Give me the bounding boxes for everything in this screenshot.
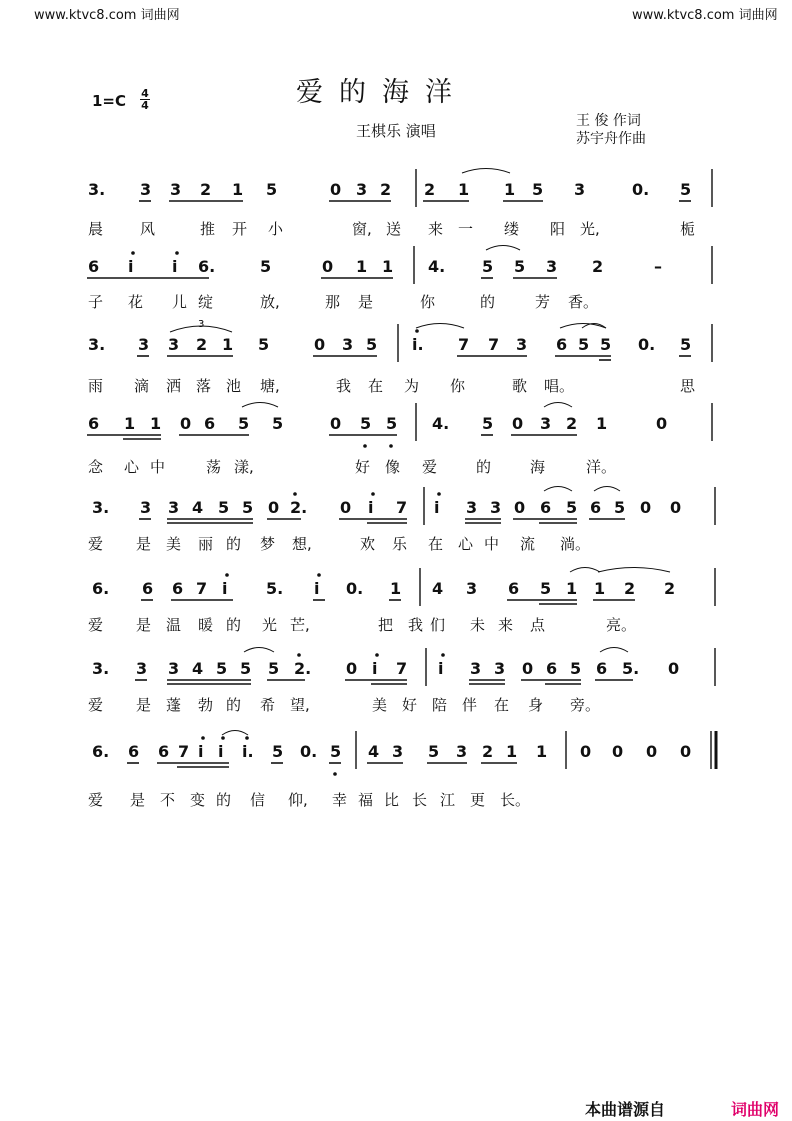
lyric-syllable: 洒 xyxy=(166,377,182,395)
lyric-syllable: 我 xyxy=(336,377,352,395)
jianpu-note: 1 xyxy=(536,742,548,761)
lyric-syllable: 梦 xyxy=(260,535,276,553)
lyric-syllable: 光 xyxy=(262,616,278,634)
jianpu-note: 6 xyxy=(142,579,154,598)
lyric-syllable: 滴 xyxy=(134,377,150,395)
lyric-syllable: 洋。 xyxy=(586,458,617,476)
jianpu-note: 0 xyxy=(512,414,524,433)
octave-dot-high xyxy=(201,736,205,740)
jianpu-note: 7 xyxy=(396,659,408,678)
footer-site-name: 词曲网 xyxy=(731,1100,780,1119)
lyric-syllable: 池 xyxy=(226,377,242,395)
jianpu-note: 3 xyxy=(540,414,552,433)
jianpu-note: 5 xyxy=(514,257,526,276)
jianpu-note: 6 xyxy=(508,579,520,598)
jianpu-note: 0 xyxy=(580,742,592,761)
jianpu-note: 6. xyxy=(198,257,216,276)
jianpu-note: 0 xyxy=(322,257,334,276)
lyric-syllable: 花 xyxy=(128,293,144,311)
lyric-syllable: 光, xyxy=(580,220,600,238)
lyric-syllable: 为 xyxy=(404,377,420,395)
lyric-syllable: 中 xyxy=(150,458,166,476)
jianpu-note: 1 xyxy=(594,579,606,598)
lyric-syllable: 唱。 xyxy=(544,377,575,395)
lyric-syllable: 比 xyxy=(384,791,400,809)
lyric-syllable: 雨 xyxy=(88,377,104,395)
jianpu-note: 5 xyxy=(578,335,590,354)
jianpu-note: 2. xyxy=(290,498,308,517)
octave-dot-high xyxy=(441,653,445,657)
jianpu-note: 6 xyxy=(556,335,568,354)
lyric-syllable: 未 xyxy=(470,616,486,634)
jianpu-note: 0 xyxy=(656,414,668,433)
lyric-syllable: 好 xyxy=(355,458,371,476)
jianpu-note: 7 xyxy=(196,579,208,598)
jianpu-note: 5 xyxy=(360,414,372,433)
lyric-syllable: 落 xyxy=(196,377,212,395)
jianpu-note: 5 xyxy=(238,414,250,433)
lyric-syllable: 来 xyxy=(498,616,514,634)
jianpu-note: 0 xyxy=(612,742,624,761)
lyric-syllable: 点 xyxy=(530,616,546,634)
lyric-syllable: 不 xyxy=(160,791,176,809)
watermark-left: www.ktvc8.com 词曲网 xyxy=(34,8,180,23)
jianpu-note: 7 xyxy=(488,335,500,354)
jianpu-note: 1 xyxy=(124,414,136,433)
octave-dot-high xyxy=(293,492,297,496)
slur-arc xyxy=(544,487,572,492)
slur-arc xyxy=(544,403,572,408)
lyric-syllable: 像 xyxy=(385,458,401,476)
jianpu-note: 6. xyxy=(92,579,110,598)
jianpu-note: 4 xyxy=(192,498,204,517)
lyricist-credit: 王 俊 作词 xyxy=(576,113,641,129)
octave-dot-high xyxy=(297,653,301,657)
jianpu-note: 1 xyxy=(222,335,234,354)
jianpu-note: 4 xyxy=(192,659,204,678)
jianpu-note: i xyxy=(314,579,320,598)
triplet-mark: 3 xyxy=(198,319,205,330)
lyric-syllable: 美 xyxy=(372,696,388,714)
lyric-syllable: 心 xyxy=(124,458,140,476)
lyric-syllable: 开 xyxy=(232,220,248,238)
jianpu-note: i. xyxy=(412,335,424,354)
jianpu-note: 0 xyxy=(268,498,280,517)
lyric-syllable: 是 xyxy=(136,616,152,634)
lyric-syllable: 你 xyxy=(450,377,466,395)
lyric-syllable: 推 xyxy=(200,220,216,238)
lyric-syllable: 在 xyxy=(368,377,384,395)
jianpu-note: 0 xyxy=(330,414,342,433)
lyric-syllable: 好 xyxy=(402,696,418,714)
lyric-syllable: 窗, xyxy=(352,220,372,238)
lyric-syllable: 思 xyxy=(680,377,696,395)
jianpu-note: 5 xyxy=(366,335,378,354)
jianpu-note: 2 xyxy=(664,579,676,598)
jianpu-note: 1 xyxy=(150,414,162,433)
jianpu-note: 1 xyxy=(382,257,394,276)
jianpu-note: 1 xyxy=(356,257,368,276)
lyric-syllable: 中 xyxy=(484,535,500,553)
jianpu-note: 3 xyxy=(546,257,558,276)
jianpu-note: i xyxy=(198,742,204,761)
composer-credit: 苏宇舟作曲 xyxy=(576,131,646,147)
octave-dot-low xyxy=(333,772,337,776)
lyric-syllable: 的 xyxy=(216,791,232,809)
lyric-syllable: 信 xyxy=(250,791,266,809)
lyric-syllable: 你 xyxy=(420,293,436,311)
jianpu-note: 0 xyxy=(668,659,680,678)
octave-dot-high xyxy=(437,492,441,496)
jianpu-note: 6 xyxy=(88,414,100,433)
lyric-syllable: 海 xyxy=(530,458,546,476)
slur-arc xyxy=(244,648,274,653)
jianpu-note: 2 xyxy=(482,742,494,761)
lyric-syllable: 淌。 xyxy=(560,535,591,553)
jianpu-note: 5 xyxy=(600,335,612,354)
jianpu-note: 0 xyxy=(646,742,658,761)
jianpu-note: 0 xyxy=(514,498,526,517)
jianpu-note: 5 xyxy=(386,414,398,433)
jianpu-note: 1 xyxy=(596,414,608,433)
lyric-syllable: 在 xyxy=(428,535,444,553)
jianpu-note: 7 xyxy=(396,498,408,517)
jianpu-note: 3 xyxy=(342,335,354,354)
jianpu-note: 3 xyxy=(392,742,404,761)
lyric-syllable: 旁。 xyxy=(570,696,601,714)
octave-dot-high xyxy=(375,653,379,657)
lyric-syllable: 在 xyxy=(494,696,510,714)
jianpu-note: 0 xyxy=(330,180,342,199)
lyric-syllable: 的 xyxy=(480,293,496,311)
lyric-syllable: 长 xyxy=(412,791,428,809)
lyric-syllable: 亮。 xyxy=(606,616,637,634)
jianpu-note: 3 xyxy=(574,180,586,199)
octave-dot-high xyxy=(131,251,135,255)
jianpu-note: 0 xyxy=(670,498,682,517)
lyric-syllable: 更 xyxy=(470,791,486,809)
jianpu-note: 5. xyxy=(266,579,284,598)
time-signature-bottom: 4 xyxy=(141,99,149,112)
lyric-syllable: 爱 xyxy=(88,791,104,809)
jianpu-note: 0 xyxy=(346,659,358,678)
lyric-syllable: 我 xyxy=(408,616,424,634)
jianpu-note: 5 xyxy=(570,659,582,678)
jianpu-note: 5 xyxy=(330,742,342,761)
jianpu-note: 3 xyxy=(516,335,528,354)
lyric-syllable: 是 xyxy=(136,535,152,553)
jianpu-note: 3. xyxy=(88,335,106,354)
jianpu-note: – xyxy=(654,257,662,276)
jianpu-note: 5 xyxy=(216,659,228,678)
jianpu-note: i xyxy=(222,579,228,598)
jianpu-note: i xyxy=(128,257,134,276)
lyric-syllable: 们 xyxy=(430,616,446,634)
lyric-syllable: 的 xyxy=(226,535,242,553)
jianpu-note: 1 xyxy=(506,742,518,761)
performer: 王棋乐 演唱 xyxy=(356,122,436,140)
jianpu-note: 2 xyxy=(200,180,212,199)
jianpu-note: 3. xyxy=(92,659,110,678)
jianpu-note: 5 xyxy=(242,498,254,517)
slur-arc xyxy=(416,324,464,329)
octave-dot-low xyxy=(363,444,367,448)
jianpu-note: 7 xyxy=(458,335,470,354)
jianpu-note: 3. xyxy=(88,180,106,199)
jianpu-note: i xyxy=(172,257,178,276)
jianpu-note: 3. xyxy=(92,498,110,517)
jianpu-note: 6 xyxy=(546,659,558,678)
jianpu-note: 0 xyxy=(680,742,692,761)
jianpu-note: 3 xyxy=(470,659,482,678)
jianpu-note: 4. xyxy=(428,257,446,276)
octave-dot-high xyxy=(245,736,249,740)
jianpu-note: 1 xyxy=(566,579,578,598)
jianpu-note: 0. xyxy=(346,579,364,598)
lyric-syllable: 蓬 xyxy=(166,696,182,714)
lyric-syllable: 香。 xyxy=(568,293,599,311)
jianpu-note: 5 xyxy=(680,335,692,354)
jianpu-note: 1 xyxy=(390,579,402,598)
jianpu-note: 5 xyxy=(540,579,552,598)
jianpu-note: 4 xyxy=(432,579,444,598)
lyric-syllable: 把 xyxy=(378,616,394,634)
jianpu-note: 3 xyxy=(140,498,152,517)
lyric-syllable: 江 xyxy=(440,791,456,809)
slur-arc xyxy=(242,403,278,408)
jianpu-note: 6 xyxy=(590,498,602,517)
jianpu-note: 2 xyxy=(566,414,578,433)
jianpu-note: 5 xyxy=(268,659,280,678)
lyric-syllable: 风 xyxy=(140,220,156,238)
lyric-syllable: 爱 xyxy=(422,458,438,476)
jianpu-note: 6 xyxy=(540,498,552,517)
octave-dot-high xyxy=(221,736,225,740)
lyric-syllable: 儿 xyxy=(172,293,188,311)
jianpu-note: 2 xyxy=(624,579,636,598)
jianpu-note: 5 xyxy=(272,414,284,433)
lyric-syllable: 是 xyxy=(130,791,146,809)
slur-arc xyxy=(486,246,520,251)
jianpu-note: 1 xyxy=(458,180,470,199)
jianpu-note: i xyxy=(438,659,444,678)
lyric-syllable: 欢 xyxy=(360,535,376,553)
lyric-syllable: 的 xyxy=(226,696,242,714)
jianpu-note: 6 xyxy=(88,257,100,276)
jianpu-note: 4 xyxy=(368,742,380,761)
lyric-syllable: 芒, xyxy=(290,616,310,634)
song-title: 爱的海洋 xyxy=(296,77,468,108)
jianpu-note: i xyxy=(368,498,374,517)
lyric-syllable: 荡 xyxy=(206,458,222,476)
watermark-right: www.ktvc8.com 词曲网 xyxy=(632,8,778,23)
jianpu-note: 3 xyxy=(494,659,506,678)
jianpu-note: 5 xyxy=(482,414,494,433)
jianpu-note: 5 xyxy=(532,180,544,199)
jianpu-note: 2 xyxy=(592,257,604,276)
key-signature: 1=C xyxy=(92,92,127,110)
lyric-syllable: 一 xyxy=(458,220,474,238)
jianpu-note: 5 xyxy=(428,742,440,761)
jianpu-note: 0 xyxy=(314,335,326,354)
jianpu-note: 4. xyxy=(432,414,450,433)
jianpu-note: 6 xyxy=(172,579,184,598)
lyric-syllable: 的 xyxy=(476,458,492,476)
jianpu-note: 6 xyxy=(158,742,170,761)
jianpu-note: 0 xyxy=(640,498,652,517)
lyric-syllable: 幸 xyxy=(332,791,348,809)
lyric-syllable: 放, xyxy=(260,293,280,311)
lyric-syllable: 长。 xyxy=(500,791,531,809)
lyric-syllable: 美 xyxy=(166,535,182,553)
lyric-syllable: 福 xyxy=(358,791,374,809)
jianpu-note: 0. xyxy=(632,180,650,199)
slur-arc xyxy=(570,568,600,573)
lyric-syllable: 想, xyxy=(292,535,312,553)
lyric-syllable: 歌 xyxy=(512,377,528,395)
jianpu-note: 0 xyxy=(522,659,534,678)
octave-dot-low xyxy=(389,444,393,448)
jianpu-note: 5 xyxy=(614,498,626,517)
lyric-syllable: 勃 xyxy=(198,696,214,714)
jianpu-note: 5 xyxy=(260,257,272,276)
lyric-syllable: 伴 xyxy=(462,696,478,714)
lyric-syllable: 爱 xyxy=(88,535,104,553)
jianpu-note: 3 xyxy=(138,335,150,354)
lyric-syllable: 仰, xyxy=(288,791,308,809)
lyric-syllable: 身 xyxy=(528,696,544,714)
lyric-syllable: 温 xyxy=(166,616,182,634)
lyric-syllable: 的 xyxy=(226,616,242,634)
slur-arc xyxy=(598,568,670,573)
jianpu-note: 6 xyxy=(204,414,216,433)
jianpu-note: 6 xyxy=(596,659,608,678)
lyric-syllable: 送 xyxy=(386,220,402,238)
time-signature-top: 4 xyxy=(141,87,149,100)
jianpu-note: 3 xyxy=(168,335,180,354)
lyric-syllable: 暖 xyxy=(198,616,214,634)
octave-dot-high xyxy=(317,573,321,577)
jianpu-note: 7 xyxy=(178,742,190,761)
lyric-syllable: 子 xyxy=(88,293,104,311)
lyric-syllable: 陪 xyxy=(432,696,448,714)
jianpu-note: 0 xyxy=(340,498,352,517)
lyric-syllable: 念 xyxy=(88,458,104,476)
lyric-syllable: 阳 xyxy=(550,220,566,238)
lyric-syllable: 漾, xyxy=(234,458,254,476)
jianpu-note: 6. xyxy=(92,742,110,761)
jianpu-note: 5 xyxy=(258,335,270,354)
jianpu-note: 5 xyxy=(272,742,284,761)
slur-arc xyxy=(222,731,248,736)
jianpu-note: 3 xyxy=(356,180,368,199)
lyric-syllable: 缕 xyxy=(504,220,520,238)
jianpu-note: i xyxy=(372,659,378,678)
jianpu-note: 3 xyxy=(168,659,180,678)
octave-dot-high xyxy=(225,573,229,577)
jianpu-note: 3 xyxy=(456,742,468,761)
lyric-syllable: 是 xyxy=(358,293,374,311)
jianpu-note: 5 xyxy=(482,257,494,276)
jianpu-note: i xyxy=(434,498,440,517)
lyric-syllable: 那 xyxy=(325,293,341,311)
jianpu-note: 5 xyxy=(566,498,578,517)
slur-arc xyxy=(462,169,510,174)
lyric-syllable: 小 xyxy=(268,220,284,238)
jianpu-note: 0 xyxy=(180,414,192,433)
lyric-syllable: 芳 xyxy=(535,293,551,311)
lyric-syllable: 丽 xyxy=(198,535,214,553)
lyric-syllable: 来 xyxy=(428,220,444,238)
jianpu-note: 3 xyxy=(466,498,478,517)
slur-arc xyxy=(594,487,620,492)
jianpu-note: 6 xyxy=(128,742,140,761)
lyric-syllable: 心 xyxy=(458,535,474,553)
jianpu-note: 1 xyxy=(232,180,244,199)
lyric-syllable: 望, xyxy=(290,696,310,714)
octave-dot-high xyxy=(415,329,419,333)
lyric-syllable: 流 xyxy=(520,535,536,553)
jianpu-note: 5 xyxy=(266,180,278,199)
lyric-syllable: 变 xyxy=(190,791,206,809)
jianpu-note: i xyxy=(218,742,224,761)
jianpu-note: 0. xyxy=(638,335,656,354)
lyric-syllable: 爱 xyxy=(88,616,104,634)
jianpu-note: 2 xyxy=(380,180,392,199)
lyric-syllable: 栀 xyxy=(680,220,696,238)
jianpu-note: 5 xyxy=(680,180,692,199)
jianpu-note: 5. xyxy=(622,659,640,678)
octave-dot-high xyxy=(371,492,375,496)
jianpu-note: 3 xyxy=(136,659,148,678)
jianpu-note: 2 xyxy=(424,180,436,199)
jianpu-note: 2 xyxy=(196,335,208,354)
jianpu-note: 3 xyxy=(466,579,478,598)
lyric-syllable: 爱 xyxy=(88,696,104,714)
lyric-syllable: 希 xyxy=(260,696,276,714)
jianpu-note: 3 xyxy=(170,180,182,199)
footer-source-label: 本曲谱源自 xyxy=(585,1100,666,1119)
lyric-syllable: 晨 xyxy=(88,220,104,238)
jianpu-note: i. xyxy=(242,742,254,761)
octave-dot-high xyxy=(175,251,179,255)
jianpu-note: 1 xyxy=(504,180,516,199)
slur-arc xyxy=(600,648,628,653)
lyric-syllable: 是 xyxy=(136,696,152,714)
lyric-syllable: 乐 xyxy=(392,535,408,553)
jianpu-note: 3 xyxy=(490,498,502,517)
jianpu-note: 3 xyxy=(168,498,180,517)
jianpu-note: 5 xyxy=(218,498,230,517)
lyric-syllable: 绽 xyxy=(198,293,214,311)
jianpu-note: 5 xyxy=(240,659,252,678)
jianpu-note: 3 xyxy=(140,180,152,199)
jianpu-note: 0. xyxy=(300,742,318,761)
lyric-syllable: 塘, xyxy=(260,377,280,395)
jianpu-note: 2. xyxy=(294,659,312,678)
